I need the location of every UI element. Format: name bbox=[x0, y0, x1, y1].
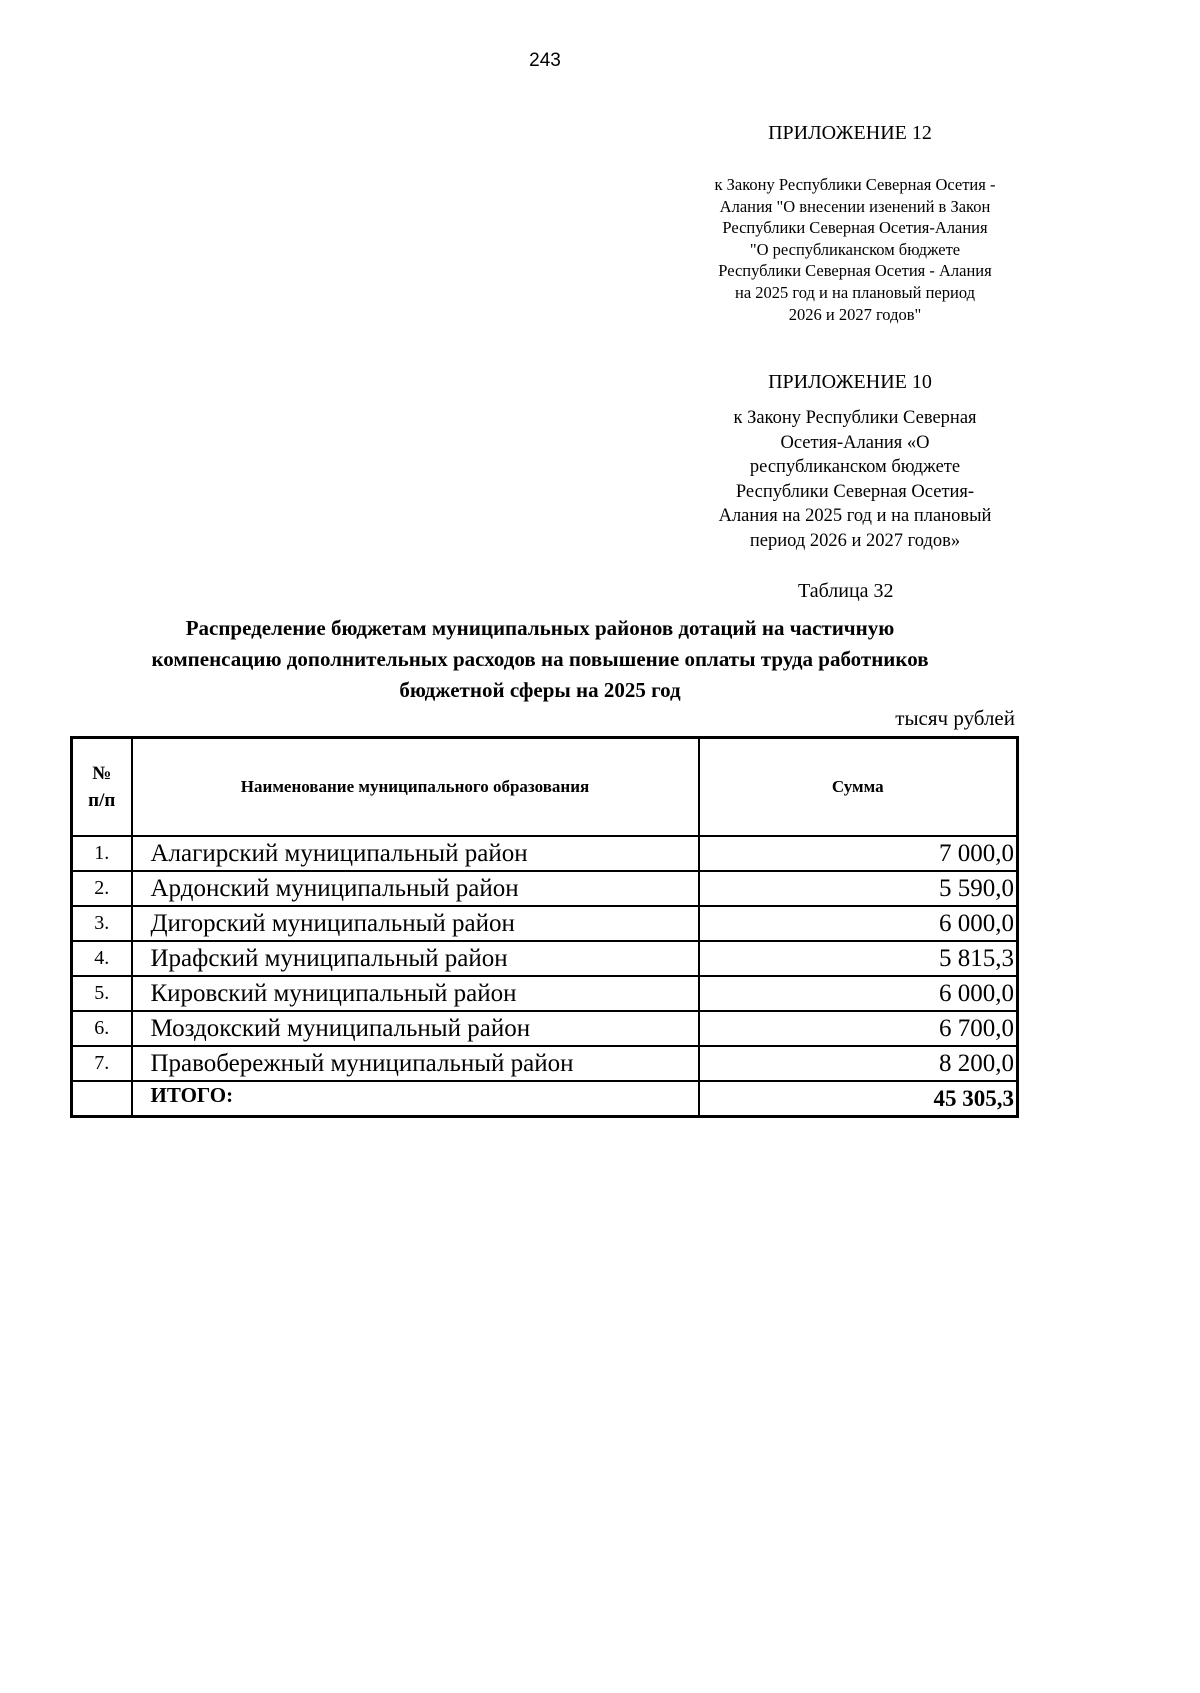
appendix-10-line: период 2026 и 2027 годов» bbox=[749, 530, 961, 551]
row-number: 4. bbox=[72, 941, 132, 976]
header-number bbox=[72, 738, 132, 837]
row-sum: 5 815,3 bbox=[699, 941, 1018, 976]
row-name: Алагирский муниципальный район bbox=[132, 836, 699, 871]
appendix-10-line: республиканском бюджете bbox=[749, 457, 961, 478]
table-row bbox=[72, 1046, 1018, 1081]
row-sum: 6 700,0 bbox=[699, 1011, 1018, 1046]
total-number-cell bbox=[72, 1081, 132, 1117]
header-number-sign: № bbox=[92, 763, 112, 784]
table-row bbox=[72, 836, 1018, 871]
appendix-12-line: Алания "О внесении изенений в Закон bbox=[719, 196, 991, 216]
row-number: 5. bbox=[72, 976, 132, 1011]
row-sum: 5 590,0 bbox=[699, 871, 1018, 906]
row-sum: 6 000,0 bbox=[699, 976, 1018, 1011]
appendix-12-line: 2026 и 2027 годов" bbox=[788, 304, 922, 324]
row-number: 7. bbox=[72, 1046, 132, 1081]
table-row bbox=[72, 871, 1018, 906]
header-sum: Сумма bbox=[699, 738, 1018, 837]
table-label: Таблица 32 bbox=[798, 580, 894, 602]
appendix-12-line: Республики Северная Осетия - Алания bbox=[718, 261, 992, 281]
header-name: Наименование муниципального образования bbox=[132, 738, 699, 837]
table-header-row bbox=[72, 738, 1018, 837]
row-name: Кировский муниципальный район bbox=[132, 976, 699, 1011]
row-name: Дигорский муниципальный район bbox=[132, 906, 699, 941]
appendix-12-text bbox=[690, 174, 1020, 325]
appendix-12-line: Республики Северная Осетия-Алания bbox=[722, 218, 988, 238]
total-sum: 45 305,3 bbox=[699, 1081, 1018, 1117]
budget-table bbox=[70, 736, 1019, 1118]
row-name: Моздокский муниципальный район bbox=[132, 1011, 699, 1046]
appendix-12-line: к Закону Республики Северная Осетия - bbox=[714, 175, 996, 194]
row-sum: 6 000,0 bbox=[699, 906, 1018, 941]
appendix-10-line: к Закону Республики Северная bbox=[733, 408, 977, 428]
appendix-10-line: Республики Северная Осетия- bbox=[735, 481, 975, 502]
total-label: ИТОГО: bbox=[132, 1081, 699, 1117]
table-row bbox=[72, 1011, 1018, 1046]
table-row bbox=[72, 941, 1018, 976]
row-sum: 7 000,0 bbox=[699, 836, 1018, 871]
total-row bbox=[72, 1081, 1018, 1117]
table-row bbox=[72, 906, 1018, 941]
row-number: 1. bbox=[72, 836, 132, 871]
document-title bbox=[60, 613, 1020, 706]
table-row bbox=[72, 976, 1018, 1011]
row-number: 3. bbox=[72, 906, 132, 941]
document-title-line: бюджетной сферы на 2025 год bbox=[399, 678, 681, 702]
row-name: Ардонский муниципальный район bbox=[132, 871, 699, 906]
appendix-10-title: ПРИЛОЖЕНИЕ 10 bbox=[768, 371, 932, 393]
appendix-12-line: на 2025 год и на плановый период bbox=[735, 282, 975, 302]
row-name: Правобережный муниципальный район bbox=[132, 1046, 699, 1081]
appendix-10-text bbox=[690, 406, 1020, 554]
row-name: Ирафский муниципальный район bbox=[132, 941, 699, 976]
header-number-pp: п/п bbox=[88, 790, 116, 811]
document-title-line: Распределение бюджетам муниципальных районов дотаций на частичную bbox=[185, 616, 895, 640]
row-sum: 8 200,0 bbox=[699, 1046, 1018, 1081]
appendix-10-line: Алания на 2025 год и на плановый bbox=[718, 506, 992, 527]
page-number: 243 bbox=[529, 50, 561, 71]
appendix-10-line: Осетия-Алания «О bbox=[780, 432, 930, 453]
document-title-line: компенсацию дополнительных расходов на повышение оплаты труда работников bbox=[151, 647, 929, 671]
row-number: 2. bbox=[72, 871, 132, 906]
appendix-12-line: "О республиканском бюджете bbox=[749, 239, 961, 259]
appendix-12-title: ПРИЛОЖЕНИЕ 12 bbox=[768, 122, 932, 144]
row-number: 6. bbox=[72, 1011, 132, 1046]
units-label: тысяч рублей bbox=[895, 706, 1015, 730]
